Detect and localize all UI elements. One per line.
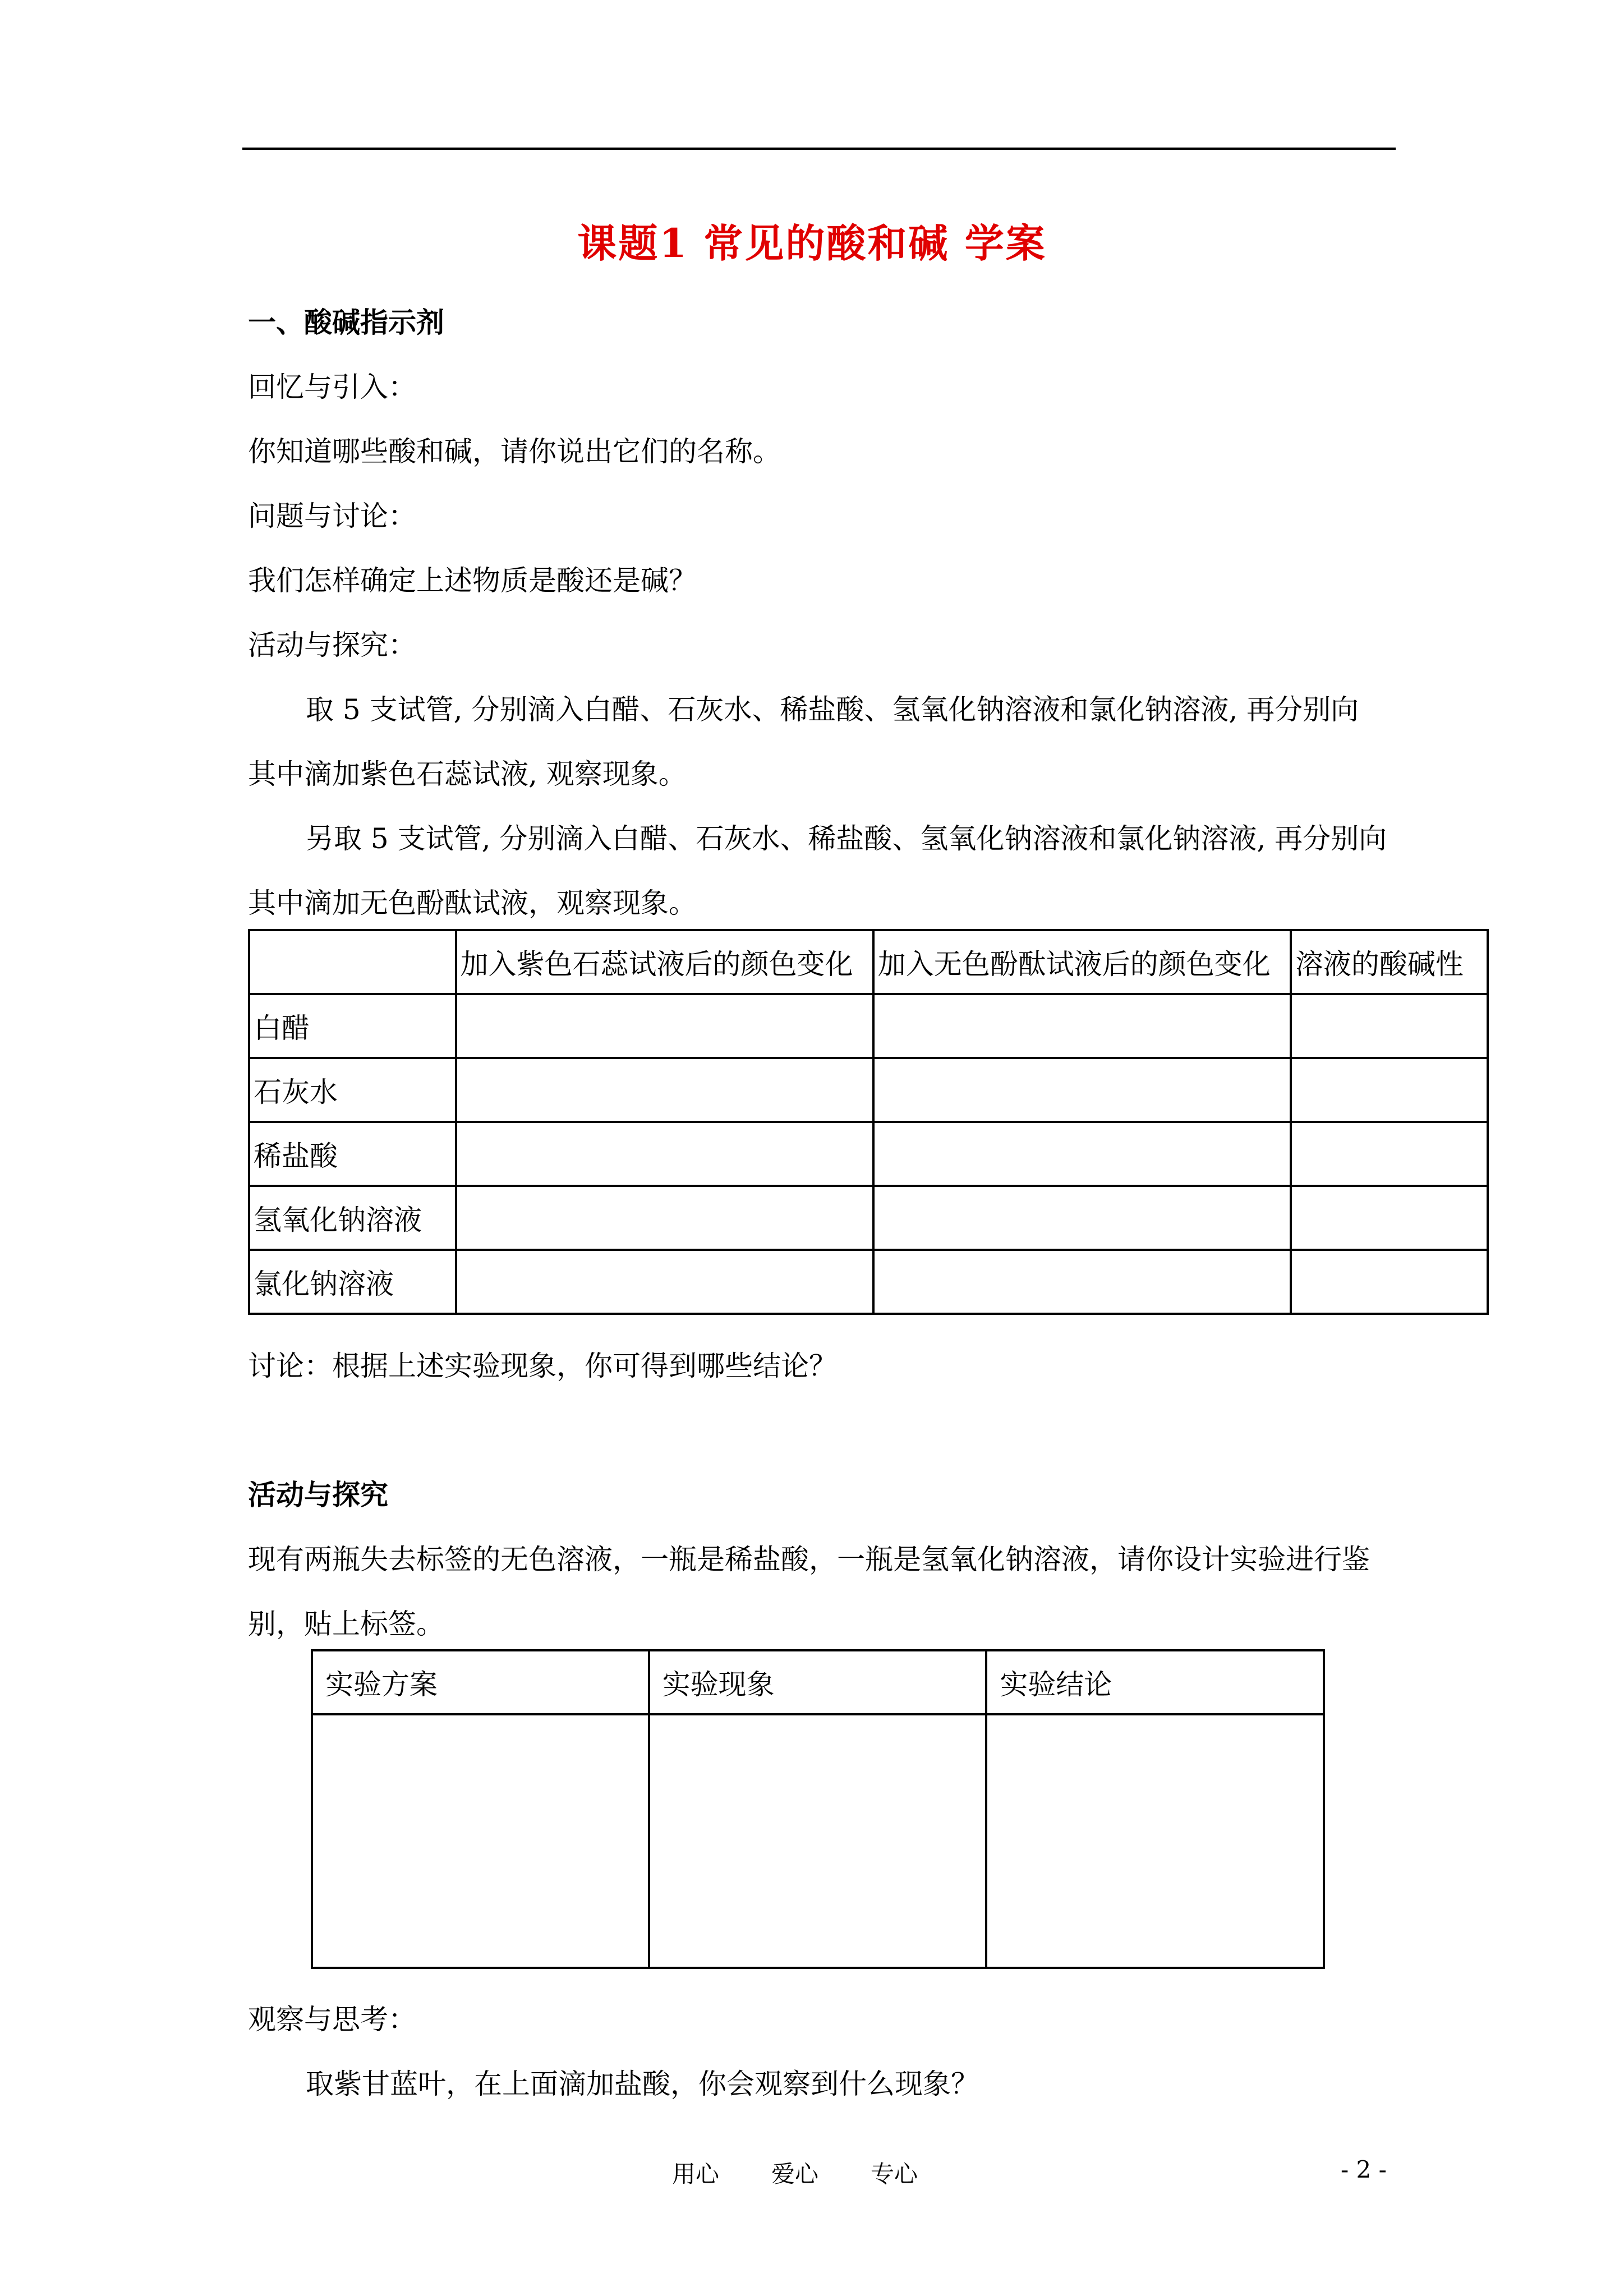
- blank-cell: [1291, 994, 1488, 1058]
- page-number: - 2 -: [1341, 2156, 1387, 2183]
- recall-question: 你知道哪些酸和碱，请你说出它们的名称。: [248, 435, 781, 468]
- observe-question: 取紫甘蓝叶，在上面滴加盐酸，你会观察到什么现象？: [306, 2068, 979, 2100]
- header-cell-plan: 实验方案: [312, 1650, 649, 1714]
- header-cell-conclusion: 实验结论: [986, 1650, 1324, 1714]
- footer-motto-2: 爱心: [771, 2160, 819, 2188]
- procedure-2-line-1: 另取 5 支试管, 分别滴入白醋、石灰水、稀盐酸、氢氧化钠溶液和氯化钠溶液, 再分别向: [306, 822, 1387, 855]
- header-cell-litmus: 加入紫色石蕊试液后的颜色变化: [456, 930, 873, 994]
- discussion-prompt: 讨论：根据上述实验现象，你可得到哪些结论？: [248, 1350, 837, 1382]
- procedure-1-line-1: 取 5 支试管, 分别滴入白醋、石灰水、稀盐酸、氢氧化钠溶液和氯化钠溶液, 再分别向: [306, 693, 1359, 726]
- discuss-label: 问题与讨论：: [248, 500, 416, 532]
- blank-cell: [1291, 1058, 1488, 1122]
- blank-cell: [873, 1250, 1291, 1314]
- table-row: [249, 1058, 1488, 1122]
- blank-cell: [873, 1122, 1291, 1186]
- row-label: 石灰水: [249, 1058, 456, 1122]
- identification-task-line-2: 别，贴上标签。: [248, 1608, 444, 1640]
- blank-cell: [873, 1058, 1291, 1122]
- header-cell-acidity: 溶液的酸碱性: [1291, 930, 1488, 994]
- indicator-table: [248, 929, 1489, 1315]
- header-cell-blank: [249, 930, 456, 994]
- table-header-row: [312, 1650, 1324, 1714]
- blank-cell: [456, 1058, 873, 1122]
- row-label: 氯化钠溶液: [249, 1250, 456, 1314]
- footer-motto-1: 用心: [672, 2160, 720, 2188]
- blank-cell: [1291, 1250, 1488, 1314]
- row-label: 氢氧化钠溶液: [249, 1186, 456, 1250]
- row-label: 白醋: [249, 994, 456, 1058]
- blank-cell: [456, 1186, 873, 1250]
- header-cell-phenomenon: 实验现象: [649, 1650, 987, 1714]
- row-label: 稀盐酸: [249, 1122, 456, 1186]
- observe-label: 观察与思考：: [248, 2003, 416, 2036]
- table-row: [312, 1714, 1324, 1968]
- procedure-1-line-2: 其中滴加紫色石蕊试液, 观察现象。: [248, 758, 687, 790]
- header-cell-phenolphthalein: 加入无色酚酞试液后的颜色变化: [873, 930, 1291, 994]
- table-row: [249, 994, 1488, 1058]
- blank-cell: [456, 1250, 873, 1314]
- activity-label: 活动与探究：: [248, 629, 416, 661]
- blank-cell: [456, 1122, 873, 1186]
- blank-cell: [1291, 1122, 1488, 1186]
- table-row: [249, 1250, 1488, 1314]
- page-title: 课题1 常见的酸和碱 学案: [577, 220, 1047, 266]
- blank-cell: [456, 994, 873, 1058]
- blank-cell: [873, 1186, 1291, 1250]
- procedure-2-line-2: 其中滴加无色酚酞试液，观察现象。: [248, 887, 697, 919]
- blank-cell: [873, 994, 1291, 1058]
- table-row: [249, 1122, 1488, 1186]
- blank-cell: [986, 1714, 1324, 1968]
- table-header-row: [249, 930, 1488, 994]
- blank-cell: [1291, 1186, 1488, 1250]
- table-row: [249, 1186, 1488, 1250]
- footer-motto-3: 专心: [871, 2160, 918, 2188]
- experiment-table: [311, 1649, 1325, 1969]
- blank-cell: [649, 1714, 987, 1968]
- blank-cell: [312, 1714, 649, 1968]
- section-heading-indicators: 一、酸碱指示剂: [248, 306, 444, 339]
- identification-task-line-1: 现有两瓶失去标签的无色溶液，一瓶是稀盐酸，一瓶是氢氧化钠溶液，请你设计实验进行鉴: [248, 1543, 1370, 1576]
- section-heading-activity: 活动与探究: [248, 1478, 388, 1511]
- header-rule: [242, 148, 1396, 150]
- recall-label: 回忆与引入：: [248, 371, 416, 403]
- discuss-question: 我们怎样确定上述物质是酸还是碱？: [248, 564, 697, 597]
